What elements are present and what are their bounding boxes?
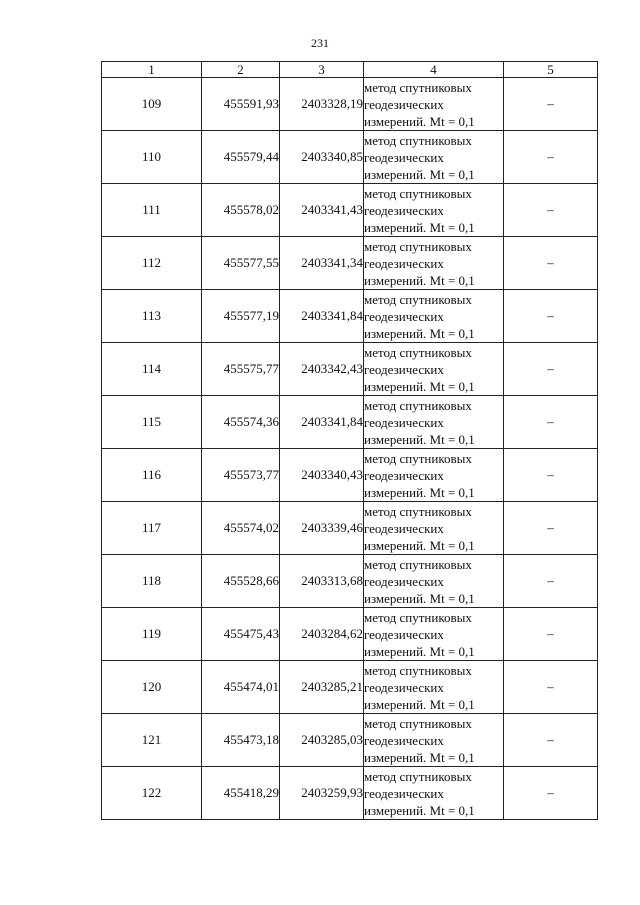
y-coordinate-cell: 2403313,68 xyxy=(280,555,364,608)
table-row xyxy=(102,608,598,661)
note-cell: – xyxy=(504,555,598,608)
point-number-cell: 122 xyxy=(102,767,202,820)
method-line: метод спутниковых xyxy=(364,185,472,201)
method-line: метод спутниковых xyxy=(364,132,472,148)
method-cell xyxy=(364,290,504,343)
method-line: метод спутниковых xyxy=(364,662,472,678)
method-line: измерений. Mt = 0,1 xyxy=(364,272,475,288)
y-coordinate-cell: 2403328,19 xyxy=(280,78,364,131)
point-number-cell: 109 xyxy=(102,78,202,131)
method-line: геодезических xyxy=(364,361,444,377)
method-cell xyxy=(364,396,504,449)
method-line: геодезических xyxy=(364,679,444,695)
method-line: геодезических xyxy=(364,520,444,536)
method-line: метод спутниковых xyxy=(364,609,472,625)
point-number-cell: 120 xyxy=(102,661,202,714)
y-coordinate-cell: 2403341,84 xyxy=(280,396,364,449)
method-line: геодезических xyxy=(364,785,444,801)
y-coordinate-cell: 2403259,93 xyxy=(280,767,364,820)
method-line: метод спутниковых xyxy=(364,291,472,307)
x-coordinate-cell: 455574,02 xyxy=(202,502,280,555)
method-line: геодезических xyxy=(364,414,444,430)
method-cell xyxy=(364,131,504,184)
method-cell xyxy=(364,343,504,396)
table-row xyxy=(102,714,598,767)
y-coordinate-cell: 2403340,43 xyxy=(280,449,364,502)
method-cell xyxy=(364,767,504,820)
method-cell xyxy=(364,78,504,131)
method-line: измерений. Mt = 0,1 xyxy=(364,696,475,712)
note-cell: – xyxy=(504,396,598,449)
y-coordinate-cell: 2403285,21 xyxy=(280,661,364,714)
method-line: измерений. Mt = 0,1 xyxy=(364,431,475,447)
method-line: геодезических xyxy=(364,308,444,324)
method-line: измерений. Mt = 0,1 xyxy=(364,113,475,129)
x-coordinate-cell: 455528,66 xyxy=(202,555,280,608)
y-coordinate-cell: 2403284,62 xyxy=(280,608,364,661)
method-line: измерений. Mt = 0,1 xyxy=(364,749,475,765)
note-cell: – xyxy=(504,502,598,555)
method-line: измерений. Mt = 0,1 xyxy=(364,537,475,553)
method-cell xyxy=(364,608,504,661)
method-line: измерений. Mt = 0,1 xyxy=(364,802,475,818)
x-coordinate-cell: 455591,93 xyxy=(202,78,280,131)
table-row xyxy=(102,343,598,396)
note-cell: – xyxy=(504,184,598,237)
page-number: 231 xyxy=(311,36,329,50)
point-number-cell: 118 xyxy=(102,555,202,608)
method-line: метод спутниковых xyxy=(364,397,472,413)
x-coordinate-cell: 455574,36 xyxy=(202,396,280,449)
method-line: геодезических xyxy=(364,96,444,112)
y-coordinate-cell: 2403341,43 xyxy=(280,184,364,237)
point-number-cell: 110 xyxy=(102,131,202,184)
table-row xyxy=(102,237,598,290)
method-line: измерений. Mt = 0,1 xyxy=(364,643,475,659)
method-line: геодезических xyxy=(364,467,444,483)
point-number-cell: 115 xyxy=(102,396,202,449)
method-line: измерений. Mt = 0,1 xyxy=(364,219,475,235)
method-line: геодезических xyxy=(364,732,444,748)
method-line: геодезических xyxy=(364,626,444,642)
point-number-cell: 113 xyxy=(102,290,202,343)
y-coordinate-cell: 2403342,43 xyxy=(280,343,364,396)
x-coordinate-cell: 455475,43 xyxy=(202,608,280,661)
point-number-cell: 119 xyxy=(102,608,202,661)
method-cell xyxy=(364,502,504,555)
method-cell xyxy=(364,555,504,608)
note-cell: – xyxy=(504,237,598,290)
point-number-cell: 111 xyxy=(102,184,202,237)
method-line: измерений. Mt = 0,1 xyxy=(364,166,475,182)
method-line: измерений. Mt = 0,1 xyxy=(364,378,475,394)
x-coordinate-cell: 455579,44 xyxy=(202,131,280,184)
table-row xyxy=(102,396,598,449)
table-row xyxy=(102,767,598,820)
x-coordinate-cell: 455575,77 xyxy=(202,343,280,396)
x-coordinate-cell: 455577,19 xyxy=(202,290,280,343)
note-cell: – xyxy=(504,290,598,343)
note-cell: – xyxy=(504,661,598,714)
method-line: измерений. Mt = 0,1 xyxy=(364,590,475,606)
method-line: метод спутниковых xyxy=(364,79,472,95)
table-row xyxy=(102,502,598,555)
method-cell xyxy=(364,714,504,767)
table-row xyxy=(102,555,598,608)
method-line: метод спутниковых xyxy=(364,450,472,466)
y-coordinate-cell: 2403340,85 xyxy=(280,131,364,184)
method-line: измерений. Mt = 0,1 xyxy=(364,325,475,341)
method-cell xyxy=(364,661,504,714)
method-cell xyxy=(364,237,504,290)
y-coordinate-cell: 2403339,46 xyxy=(280,502,364,555)
method-line: метод спутниковых xyxy=(364,768,472,784)
table-row xyxy=(102,449,598,502)
note-cell: – xyxy=(504,714,598,767)
note-cell: – xyxy=(504,343,598,396)
method-line: геодезических xyxy=(364,573,444,589)
method-cell xyxy=(364,184,504,237)
method-line: измерений. Mt = 0,1 xyxy=(364,484,475,500)
method-line: геодезических xyxy=(364,202,444,218)
point-number-cell: 112 xyxy=(102,237,202,290)
x-coordinate-cell: 455578,02 xyxy=(202,184,280,237)
x-coordinate-cell: 455577,55 xyxy=(202,237,280,290)
column-header: 3 xyxy=(280,62,364,78)
point-number-cell: 121 xyxy=(102,714,202,767)
method-line: метод спутниковых xyxy=(364,556,472,572)
table-row xyxy=(102,78,598,131)
method-line: геодезических xyxy=(364,255,444,271)
table-row xyxy=(102,290,598,343)
x-coordinate-cell: 455418,29 xyxy=(202,767,280,820)
y-coordinate-cell: 2403341,34 xyxy=(280,237,364,290)
note-cell: – xyxy=(504,131,598,184)
table-row xyxy=(102,661,598,714)
note-cell: – xyxy=(504,449,598,502)
table-header-row xyxy=(102,62,598,78)
y-coordinate-cell: 2403285,03 xyxy=(280,714,364,767)
method-line: метод спутниковых xyxy=(364,715,472,731)
point-number-cell: 114 xyxy=(102,343,202,396)
y-coordinate-cell: 2403341,84 xyxy=(280,290,364,343)
point-number-cell: 116 xyxy=(102,449,202,502)
point-number-cell: 117 xyxy=(102,502,202,555)
method-line: геодезических xyxy=(364,149,444,165)
column-header: 4 xyxy=(364,62,504,78)
column-header: 2 xyxy=(202,62,280,78)
x-coordinate-cell: 455474,01 xyxy=(202,661,280,714)
method-line: метод спутниковых xyxy=(364,238,472,254)
note-cell: – xyxy=(504,608,598,661)
table-row xyxy=(102,184,598,237)
x-coordinate-cell: 455573,77 xyxy=(202,449,280,502)
note-cell: – xyxy=(504,767,598,820)
method-line: метод спутниковых xyxy=(364,344,472,360)
coordinates-table xyxy=(101,61,598,820)
column-header: 1 xyxy=(102,62,202,78)
method-line: метод спутниковых xyxy=(364,503,472,519)
method-cell xyxy=(364,449,504,502)
x-coordinate-cell: 455473,18 xyxy=(202,714,280,767)
table-row xyxy=(102,131,598,184)
column-header: 5 xyxy=(504,62,598,78)
note-cell: – xyxy=(504,78,598,131)
